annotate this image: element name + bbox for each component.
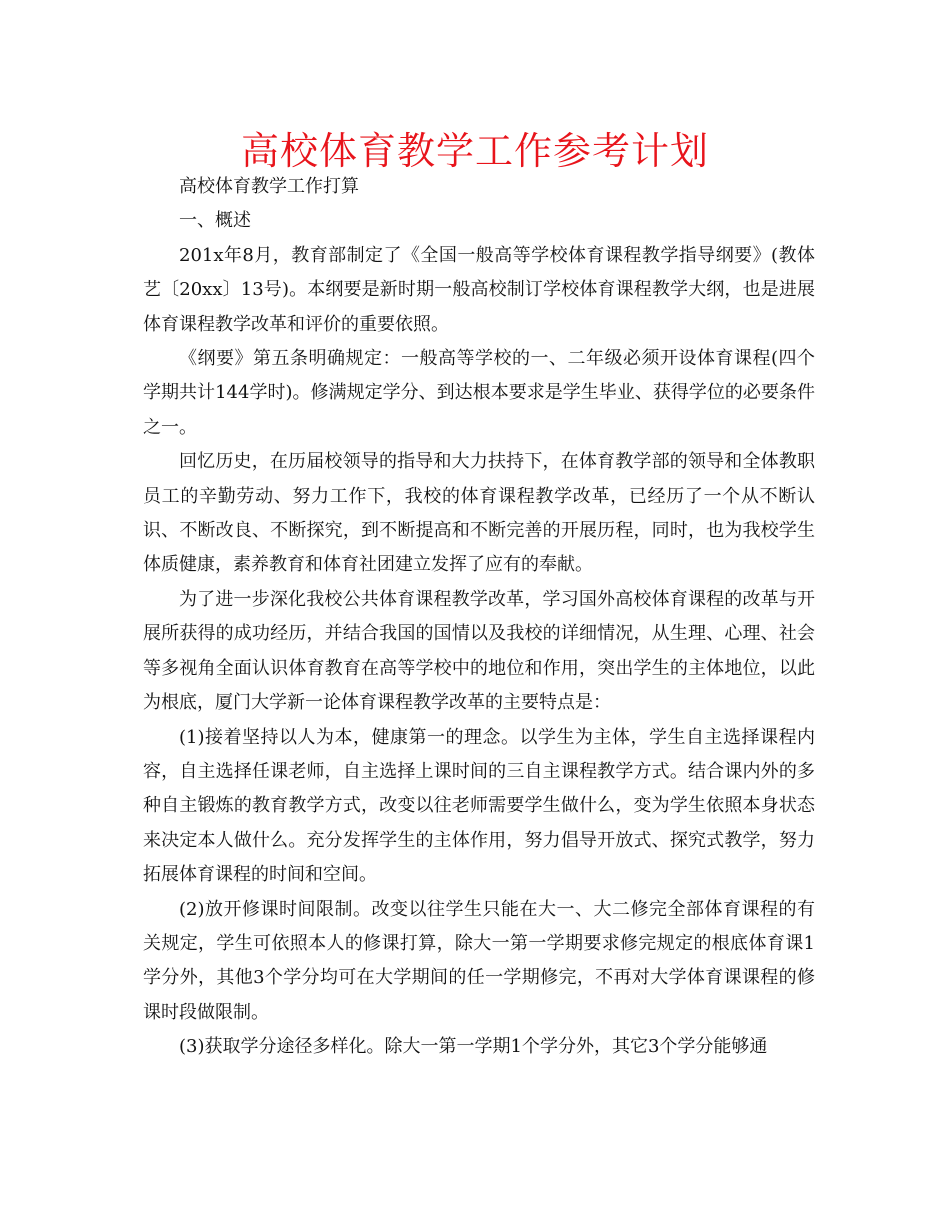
document-body — [143, 170, 815, 1065]
paragraph: 为了进一步深化我校公共体育课程教学改革，学习国外高校体育课程的改革与开展所获得的成功经历，并结合我国的国情以及我校的详细情况，从生理、心理、社会等多视角全面认识体育教育在高等学校中的地位和作用，突出学生的主体地位，以此为根底，厦门大学新一论体育课程教学改革的主要特点是： — [143, 588, 815, 714]
paragraph: 201x年8月，教育部制定了《全国一般高等学校体育课程教学指导纲要》(教体艺〔20xx〕13号)。本纲要是新时期一般高校制订学校体育课程教学大纲，也是进展体育课程教学改革和评价的重要依照。 — [143, 244, 815, 335]
document-title: 高校体育教学工作参考计划 — [240, 129, 709, 173]
paragraph-list-item: (1)接着坚持以人为本，健康第一的理念。以学生为主体，学生自主选择课程内容，自主选择任课老师，自主选择上课时间的三自主课程教学方式。结合课内外的多种自主锻炼的教育教学方式，改变以往老师需要学生做什么，变为学生依照本身状态来决定本人做什么。充分发挥学生的主体作用，努力倡导开放式、探究式教学，努力拓展体育课程的时间和空间。 — [143, 726, 815, 886]
paragraph-list-item: (2)放开修课时间限制。改变以往学生只能在大一、大二修完全部体育课程的有关规定，学生可依照本人的修课打算，除大一第一学期要求修完规定的根底体育课1学分外，其他3个学分均可在大学期间的任一学期修完，不再对大学体育课课程的修课时段做限制。 — [143, 898, 815, 1023]
paragraph: 《纲要》第五条明确规定：一般高等学校的一、二年级必须开设体育课程(四个学期共计144学时)。修满规定学分、到达根本要求是学生毕业、获得学位的必要条件之一。 — [143, 348, 815, 438]
paragraph-list-item: (3)获取学分途径多样化。除大一第一学期1个学分外，其它3个学分能够通 — [179, 1036, 768, 1058]
paragraph: 回忆历史，在历届校领导的指导和大力扶持下，在体育教学部的领导和全体教职员工的辛勤劳动、努力工作下，我校的体育课程教学改革，已经历了一个从不断认识、不断改良、不断探究，到不断提高和不断完善的开展历程，同时，也为我校学生体质健康，素养教育和体育社团建立发挥了应有的奉献。 — [143, 451, 815, 576]
paragraph-section-heading: 一、概述 — [179, 210, 251, 232]
paragraph-subtitle: 高校体育教学工作打算 — [179, 176, 359, 197]
